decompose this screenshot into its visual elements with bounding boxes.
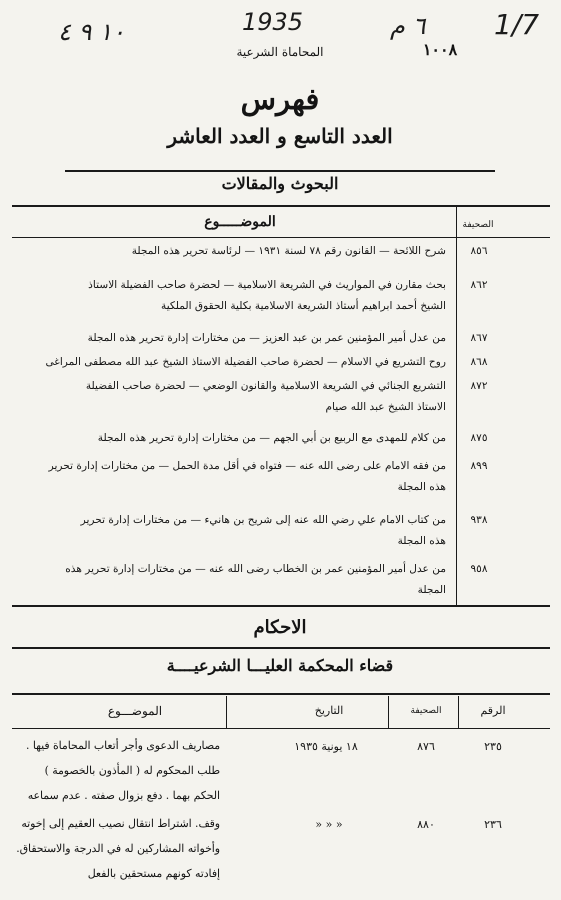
title-rule: [65, 170, 495, 172]
article-title: من فقه الامام على رضى الله عنه — فتواه في أقل مدة الحمل — من مختارات إدارة تحرير: [48, 460, 446, 472]
ruling-subject: وأخواته المشاركين له في الدرجة والاستحقاق.: [16, 842, 220, 855]
rulings-court-rule: [12, 693, 550, 695]
article-page: ٨٧٥: [470, 432, 488, 444]
handwritten-corner: 1/7: [494, 8, 540, 41]
article-title: الاستاذ الشيخ عبد الله صيام: [325, 401, 446, 413]
handwritten-top-left: ١٠ ٩ ٤: [58, 18, 125, 46]
ruling-page: ٨٧٦: [417, 740, 435, 753]
articles-header-rule: [12, 237, 550, 238]
article-title: هذه المجلة: [397, 481, 446, 493]
article-title: التشريع الجنائي في الشريعة الاسلامية والقانون الوضعي — لحضرة صاحب الفضيلة: [85, 380, 446, 392]
rulings-divider-1: [226, 696, 227, 728]
article-title: من كتاب الامام علي رضي الله عنه إلى شريح بن هانيء — من مختارات إدارة تحرير: [80, 514, 446, 526]
ruling-subject: وقف. اشتراط انتقال نصيب العقيم إلى إخوته: [21, 817, 220, 830]
article-page: ٩٥٨: [470, 563, 488, 575]
article-title: من عدل أمير المؤمنين عمر بن الخطاب رضى الله عنه — من مختارات إدارة تحرير هذه: [65, 563, 446, 575]
ruling-number: ٢٣٥: [484, 740, 502, 753]
rulings-section-title: الاحكام: [253, 617, 307, 638]
handwritten-year: 1935: [242, 8, 304, 36]
handwritten-right-mark: ٦ م: [390, 12, 426, 40]
rulings-col-page: الصحيفة: [410, 706, 442, 716]
ruling-subject: الحكم بهما . دفع بزوال صفته . عدم سماعه: [27, 789, 220, 802]
article-title: بحث مقارن في المواريث في الشريعة الاسلامية — لحضرة صاحب الفضيلة الاستاذ: [88, 279, 446, 291]
ruling-date: » » »: [315, 818, 343, 831]
ruling-date: ١٨ يونية ١٩٣٥: [294, 740, 358, 753]
articles-section-title: البحوث والمقالات: [221, 174, 339, 193]
article-page: ٨٦٧: [470, 332, 488, 344]
article-page: ٨٦٨: [470, 356, 488, 368]
ruling-subject: طلب المحكوم له ( المأذون بالخصومة ): [44, 764, 220, 777]
article-title: هذه المجلة: [397, 535, 446, 547]
rulings-col-subject: الموضـــوع: [107, 704, 163, 718]
article-page: ٨٧٢: [470, 380, 488, 392]
articles-col-divider: [456, 205, 457, 605]
page-number: ١٠٠٨: [422, 40, 458, 59]
rulings-divider-2: [388, 696, 389, 728]
col-subject-header: الموضـــــوع: [204, 214, 276, 230]
article-page: ٨٦٢: [470, 279, 488, 291]
rulings-header-rule: [12, 728, 550, 729]
court-title: قضاء المحكمة العليـــا الشرعيــــة: [166, 656, 394, 675]
rulings-col-date: التاريخ: [314, 704, 344, 717]
ruling-page: ٨٨٠: [417, 818, 435, 831]
rulings-top-rule: [12, 647, 550, 649]
article-title: شرح اللائحة — القانون رقم ٧٨ لسنة ١٩٣١ — لرئاسة تحرير هذه المجلة: [131, 245, 446, 257]
articles-bottom-rule: [12, 605, 550, 607]
rulings-divider-3: [458, 696, 459, 728]
article-title: المجلة: [417, 584, 446, 596]
journal-name: المحاماة الشرعية: [236, 45, 324, 59]
ruling-subject: مصاريف الدعوى وأجر أتعاب المحاماة فيها .: [25, 739, 220, 752]
article-page: ٨٩٩: [470, 460, 488, 472]
article-page: ٩٣٨: [470, 514, 488, 526]
article-title: من كلام للمهدى مع الربيع بن أبي الجهم — من مختارات إدارة تحرير هذه المجلة: [97, 432, 446, 444]
rulings-col-number: الرقم: [480, 704, 506, 717]
index-title: فهرس: [240, 82, 320, 116]
article-title: من عدل أمير المؤمنين عمر بن عبد العزيز — من مختارات إدارة تحرير هذه المجلة: [87, 332, 446, 344]
article-page: ٨٥٦: [470, 245, 488, 257]
issue-title: العدد التاسع و العدد العاشر: [167, 124, 393, 148]
col-page-header: الصحيفة: [462, 220, 494, 230]
ruling-subject: إفادته كونهم مستحقين بالفعل: [87, 867, 220, 880]
ruling-number: ٢٣٦: [484, 818, 502, 831]
article-title: روح التشريع في الاسلام — لحضرة صاحب الفضيلة الاستاذ الشيخ عبد الله مصطفى المراغى: [45, 356, 446, 368]
articles-top-rule: [12, 205, 550, 207]
article-title: الشيخ أحمد ابراهيم أستاذ الشريعة الاسلامية بكلية الحقوق الملكية: [161, 300, 446, 312]
